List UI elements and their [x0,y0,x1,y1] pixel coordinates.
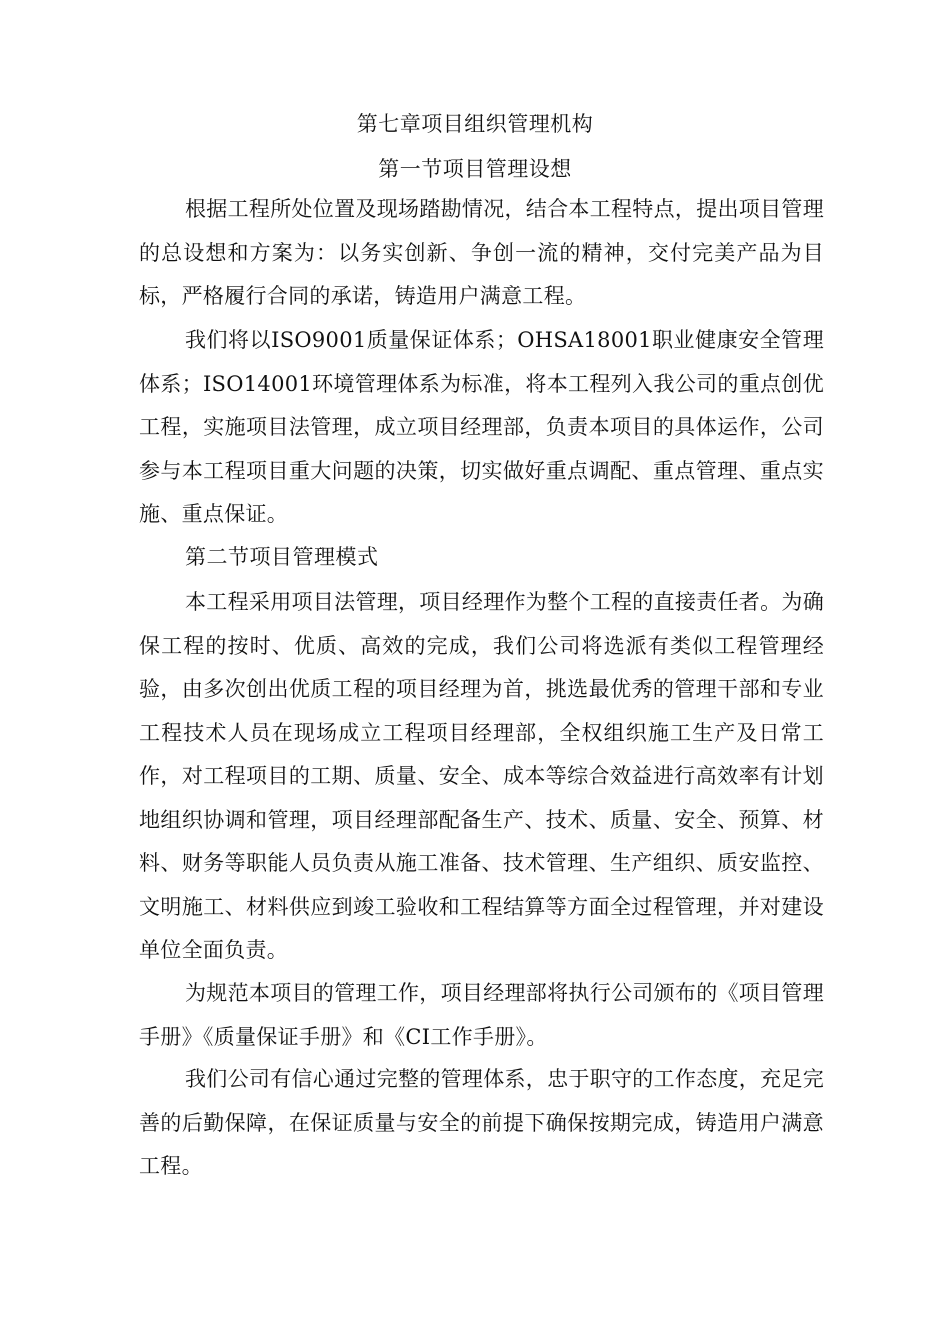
section-title: 第一节项目管理设想 [378,157,572,181]
paragraph: 本工程采用项目法管理，项目经理作为整个工程的直接责任者。为确保工程的按时、优质、高效的完成，我们公司将选派有类似工程管理经验，由多次创出优质工程的项目经理为首，挑选最优秀的管理干部和专业工程技术人员在现场成立工程项目经理部，全权组织施工生产及日常工作，对工程项目的工期、质量、安全、成本等综合效益进行高效率有计划地组织协调和管理，项目经理部配备生产、技术、质量、安全、预算、材料、财务等职能人员负责从施工准备、技术管理、生产组织、质安监控、文明施工、材料供应到竣工验收和工程结算等方面全过程管理，并对建设单位全面负责。 [139,590,824,962]
paragraph: 为规范本项目的管理工作，项目经理部将执行公司颁布的《项目管理手册》《质量保证手册》和《CI工作手册》。 [139,981,824,1049]
chapter-title: 第七章项目组织管理机构 [356,112,594,136]
paragraph: 我们公司有信心通过完整的管理体系，忠于职守的工作态度，充足完善的后勤保障，在保证质量与安全的前提下确保按期完成，铸造用户满意工程。 [139,1067,824,1178]
paragraph: 我们将以ISO9001质量保证体系；OHSA18001职业健康安全管理体系；ISO14001环境管理体系为标准，将本工程列入我公司的重点创优工程，实施项目法管理，成立项目经理部，负责本项目的具体运作，公司参与本工程项目重大问题的决策，切实做好重点调配、重点管理、重点实施、重点保证。 [139,328,824,526]
section-title: 第二节项目管理模式 [185,545,379,569]
paragraph: 根据工程所处位置及现场踏勘情况，结合本工程特点，提出项目管理的总设想和方案为：以务实创新、争创一流的精神，交付完美产品为目标，严格履行合同的承诺，铸造用户满意工程。 [139,197,824,308]
